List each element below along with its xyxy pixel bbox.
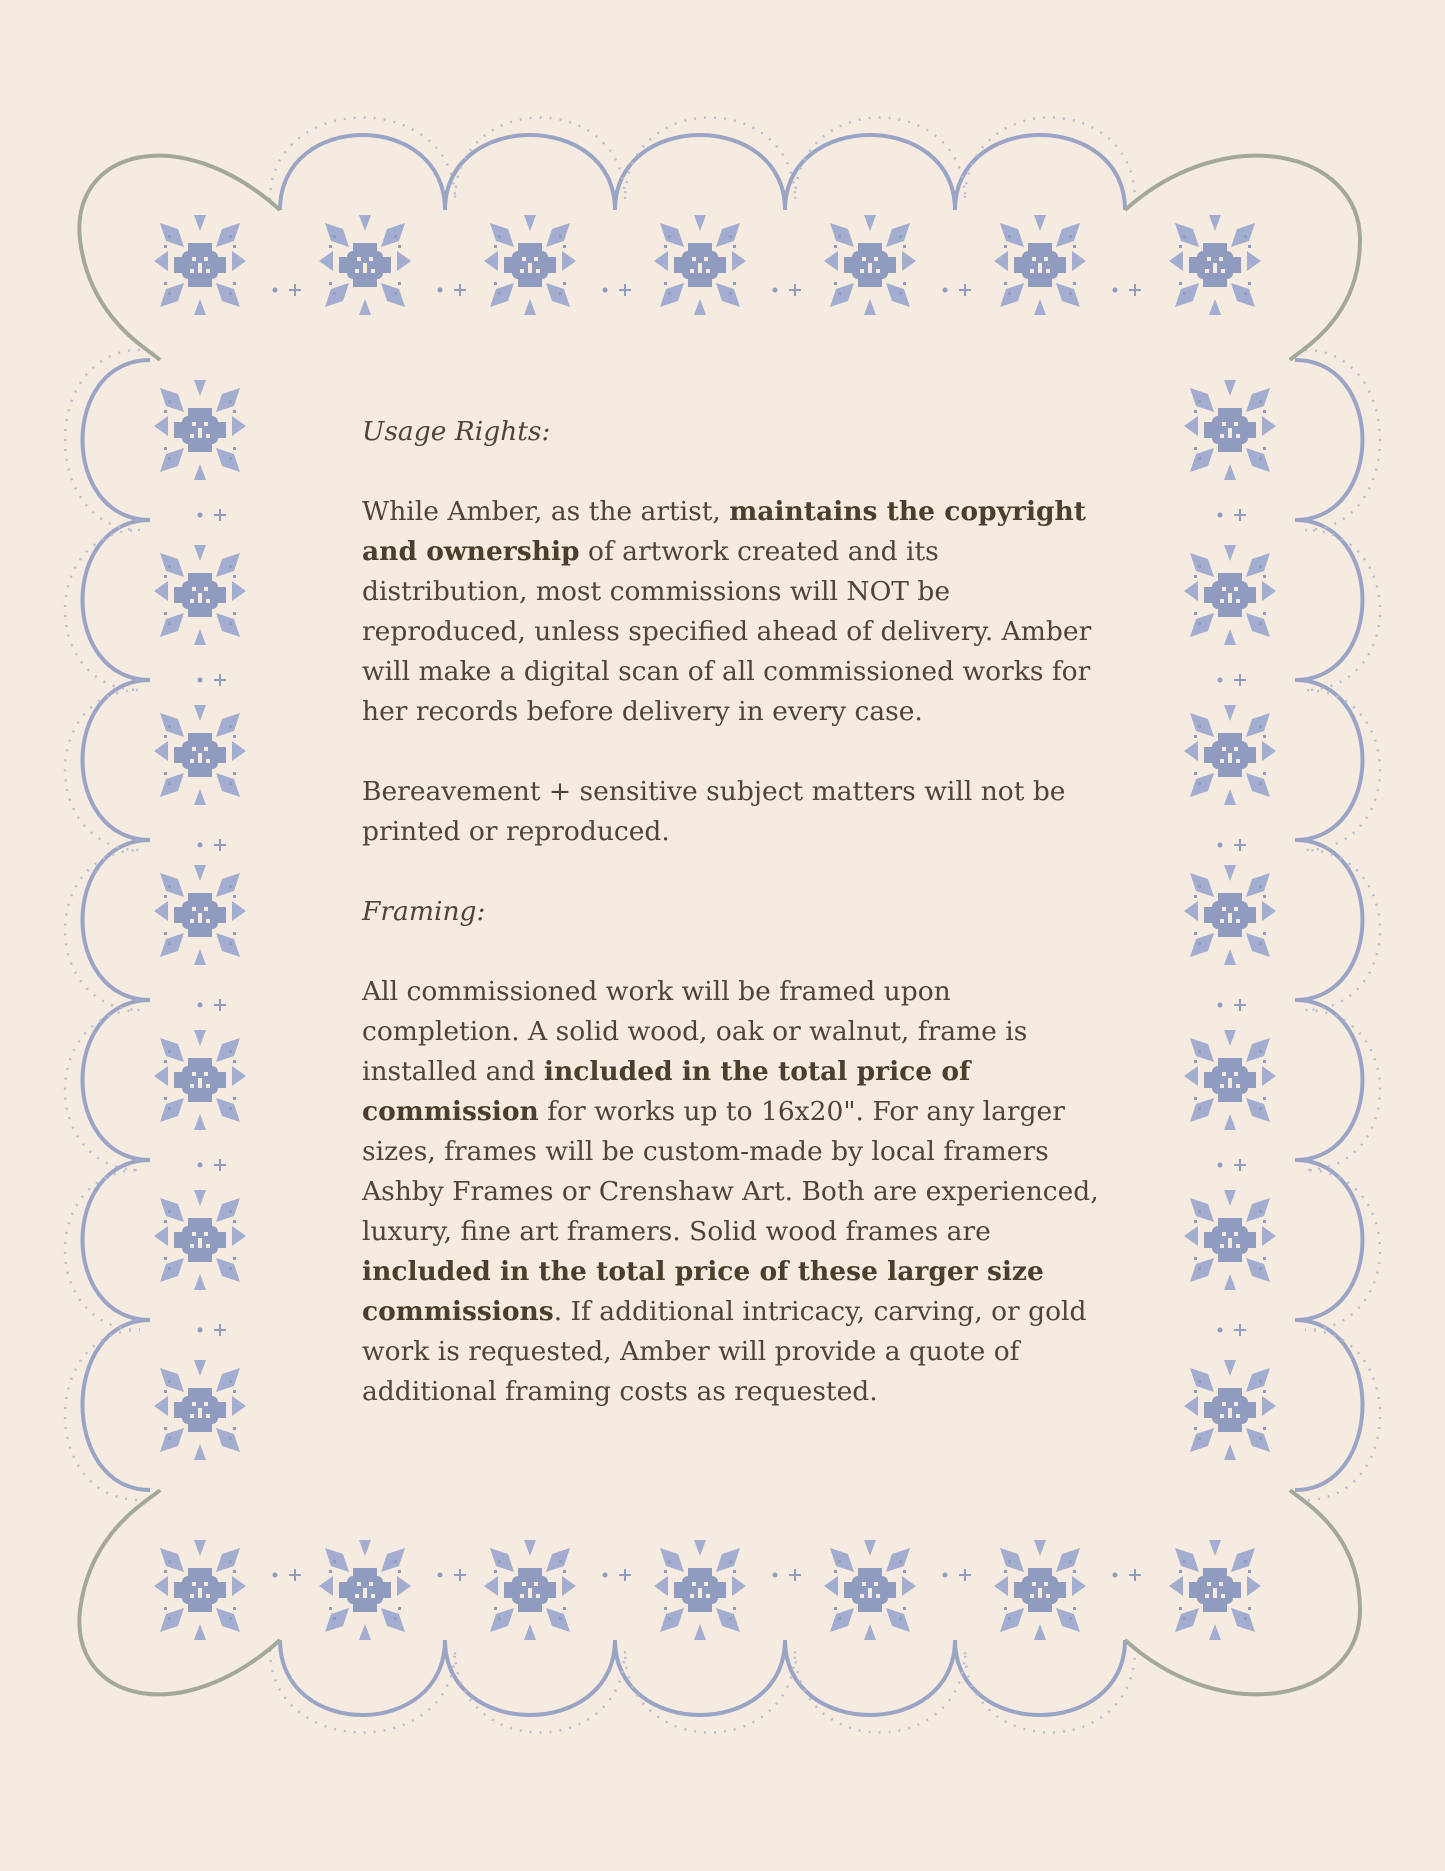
framing-heading: Framing: (362, 896, 486, 927)
framing-paragraph (362, 972, 1102, 1412)
text-run: While Amber, as the artist, (362, 496, 730, 527)
usage-rights-paragraph (362, 492, 1102, 732)
text-run: of artwork created and its distribution, most commissions will NOT be reproduced, unless specified ahead of delivery. Amber will make a digital scan of all commissioned works for her records before delivery in every case. (362, 536, 1092, 727)
text-run: for works up to 16x20". For any larger sizes, frames will be custom-made by local framers Ashby Frames or Crenshaw Art. Both are experienced, luxury, fine art framers. Solid wood frames are (362, 1096, 1099, 1247)
bold-emphasis: maintains the copyright and ownership (362, 496, 1087, 567)
text-run: All commissioned work will be framed upon completion. A solid wood, oak or walnut, frame is installed and (362, 976, 1028, 1087)
bereavement-paragraph: Bereavement + sensitive subject matters will not be printed or reproduced. (362, 776, 1066, 847)
text-run: . If additional intricacy, carving, or gold work is requested, Amber will provide a quote of additional framing costs as requested. (362, 1296, 1087, 1407)
usage-rights-heading: Usage Rights: (362, 416, 551, 447)
bold-emphasis: included in the total price of commission (362, 1056, 971, 1127)
bold-emphasis: included in the total price of these larger size commissions (362, 1256, 1044, 1327)
document-body (362, 412, 1102, 1452)
